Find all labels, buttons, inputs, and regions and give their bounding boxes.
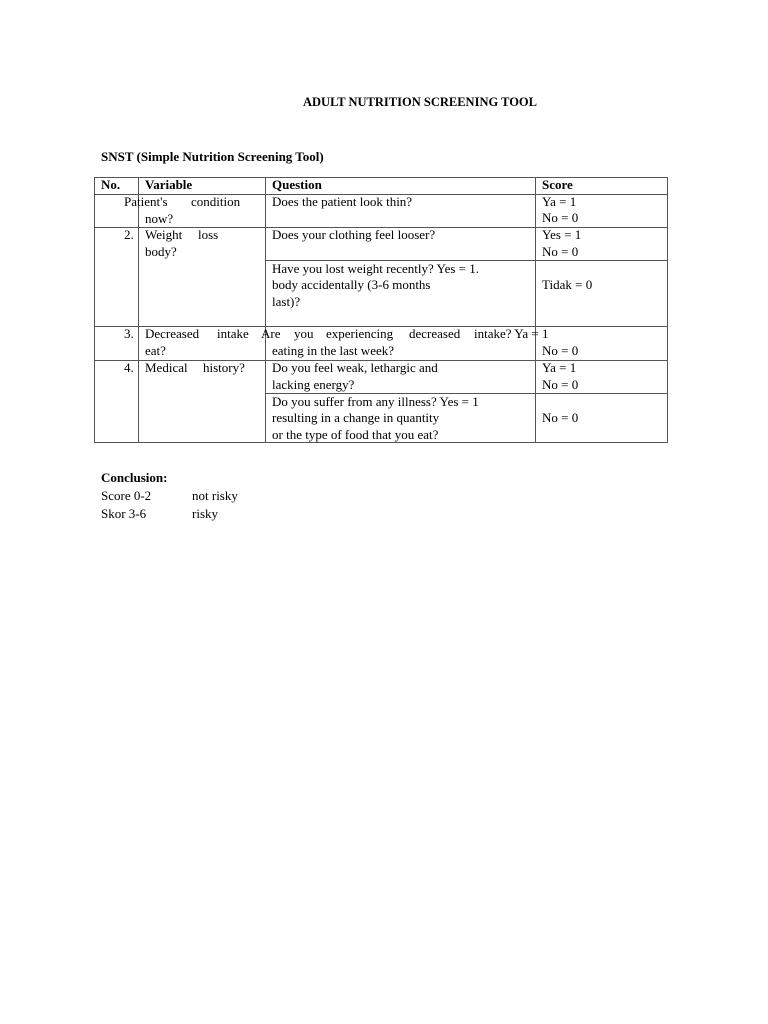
row1-variable-word1: Patient's [124, 194, 168, 209]
row4-variable-word1: Medical [145, 360, 188, 375]
row3-variable-word1: Decreased [145, 326, 200, 341]
row1-variable-word3: now? [145, 211, 174, 226]
conclusion-range-1: Score 0-2 [101, 488, 152, 503]
page-title: ADULT NUTRITION SCREENING TOOL [303, 95, 537, 109]
conclusion-range-2: Skor 3-6 [101, 506, 147, 521]
row2a-question: Does your clothing feel looser? [272, 227, 436, 242]
row4b-score: No = 0 [542, 410, 579, 425]
header-no: No. [101, 177, 121, 192]
col-divider-question [535, 178, 536, 442]
row1-question: Does the patient look thin? [272, 194, 413, 209]
row3-question-word2: you [294, 326, 314, 341]
row3-question-word1: Are [261, 326, 281, 341]
screening-table [94, 177, 668, 443]
conclusion-heading: Conclusion: [101, 470, 168, 485]
row3-no: 3. [124, 326, 134, 341]
row3-question-word5: intake? Ya = 1 [474, 326, 549, 341]
row2b-score: Tidak = 0 [542, 277, 593, 292]
header-score: Score [542, 177, 573, 192]
row2-no: 2. [124, 227, 134, 242]
row4b-question-line2: resulting in a change in quantity [272, 410, 440, 425]
row3-variable-word3: eat? [145, 343, 166, 358]
row2a-score-yes: Yes = 1 [542, 227, 582, 242]
row2b-question-line2: body accidentally (3-6 months [272, 277, 431, 292]
header-question: Question [272, 177, 322, 192]
row4a-score-no: No = 0 [542, 377, 579, 392]
conclusion-result-1: not risky [192, 488, 238, 503]
row4a-question-line1: Do you feel weak, lethargic and [272, 360, 438, 375]
row3-question-line2: eating in the last week? [272, 343, 395, 358]
row2-variable-word2: loss [198, 227, 219, 242]
row1-score-yes: Ya = 1 [542, 194, 577, 209]
row2-variable-word1: Weight [145, 227, 183, 242]
col-divider-variable [265, 178, 266, 442]
row4a-question-line2: lacking energy? [272, 377, 355, 392]
section-subtitle: SNST (Simple Nutrition Screening Tool) [101, 149, 324, 164]
row1-score-no: No = 0 [542, 210, 579, 225]
row3-score-no: No = 0 [542, 343, 579, 358]
row3-question-word3: experiencing [326, 326, 394, 341]
conclusion-result-2: risky [192, 506, 218, 521]
col-divider-no [138, 178, 139, 442]
row2b-question-line1: Have you lost weight recently? Yes = 1. [272, 261, 479, 276]
row4b-question-line3: or the type of food that you eat? [272, 427, 439, 442]
row4b-question-line1: Do you suffer from any illness? Yes = 1 [272, 394, 479, 409]
row3-variable-word2: intake [217, 326, 249, 341]
row2b-question-line3: last)? [272, 294, 301, 309]
header-variable: Variable [145, 177, 193, 192]
row2a-score-no: No = 0 [542, 244, 579, 259]
row2-variable-word3: body? [145, 244, 177, 259]
row1-variable-word2: condition [191, 194, 241, 209]
row4-no: 4. [124, 360, 134, 375]
row4a-score-yes: Ya = 1 [542, 360, 577, 375]
row3-question-word4: decreased [409, 326, 461, 341]
row4-variable-word2: history? [203, 360, 245, 375]
